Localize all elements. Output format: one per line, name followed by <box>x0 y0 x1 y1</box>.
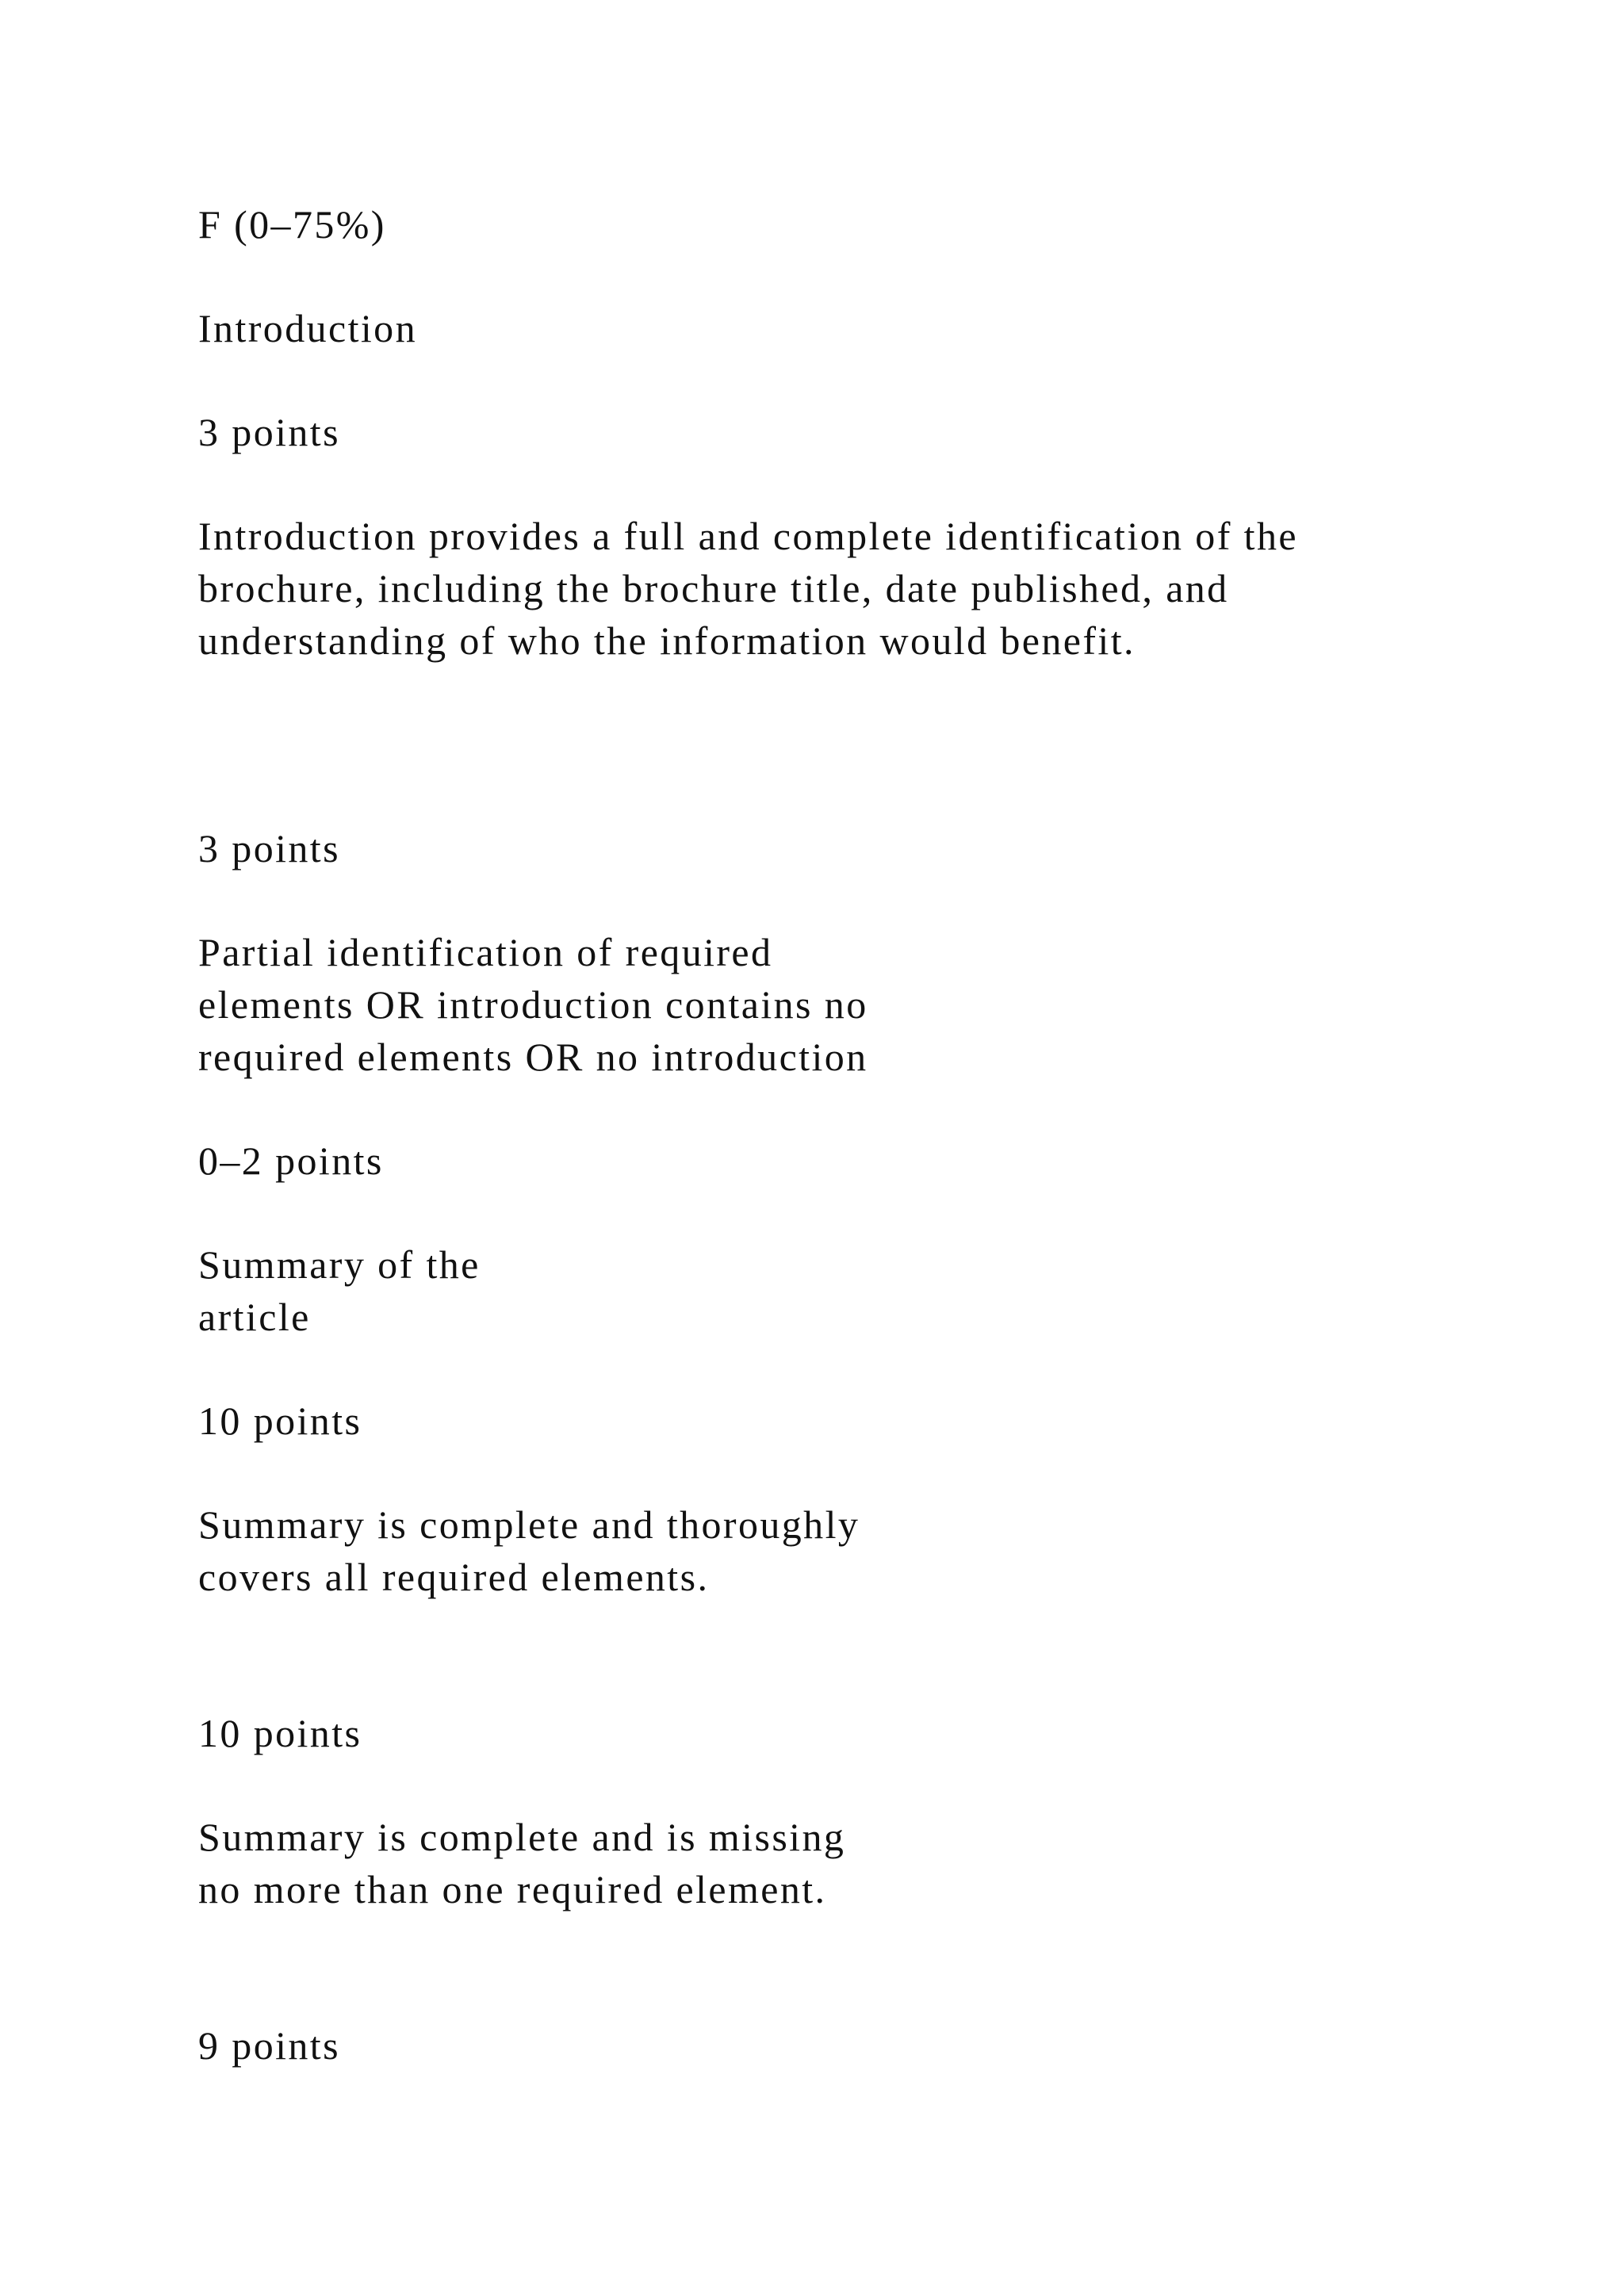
points-text: 10 points <box>198 1399 362 1443</box>
points-text: 9 points <box>198 2023 340 2068</box>
description-line: no more than one required element. <box>198 1867 827 1911</box>
points-text: 10 points <box>198 1711 362 1755</box>
points-text: 3 points <box>198 410 340 454</box>
criterion-summary-label: article <box>198 1295 311 1339</box>
description-line: understanding of who the information would benefit. <box>198 618 1136 663</box>
description-line: Summary is complete and thoroughly <box>198 1502 860 1547</box>
points-text: 0–2 points <box>198 1138 384 1183</box>
description-line: covers all required elements. <box>198 1555 710 1599</box>
criterion-summary-label: Summary of the <box>198 1242 481 1287</box>
grade-range-heading: F (0–75%) <box>198 202 386 247</box>
description-line: required elements OR no introduction <box>198 1035 868 1079</box>
description-line: Summary is complete and is missing <box>198 1815 846 1859</box>
description-line: Introduction provides a full and complete identification of the <box>198 514 1298 558</box>
description-line: brochure, including the brochure title, date published, and <box>198 566 1229 610</box>
description-line: elements OR introduction contains no <box>198 982 868 1027</box>
criterion-introduction-label: Introduction <box>198 306 417 350</box>
description-line: Partial identification of required <box>198 930 773 974</box>
points-text: 3 points <box>198 826 340 871</box>
